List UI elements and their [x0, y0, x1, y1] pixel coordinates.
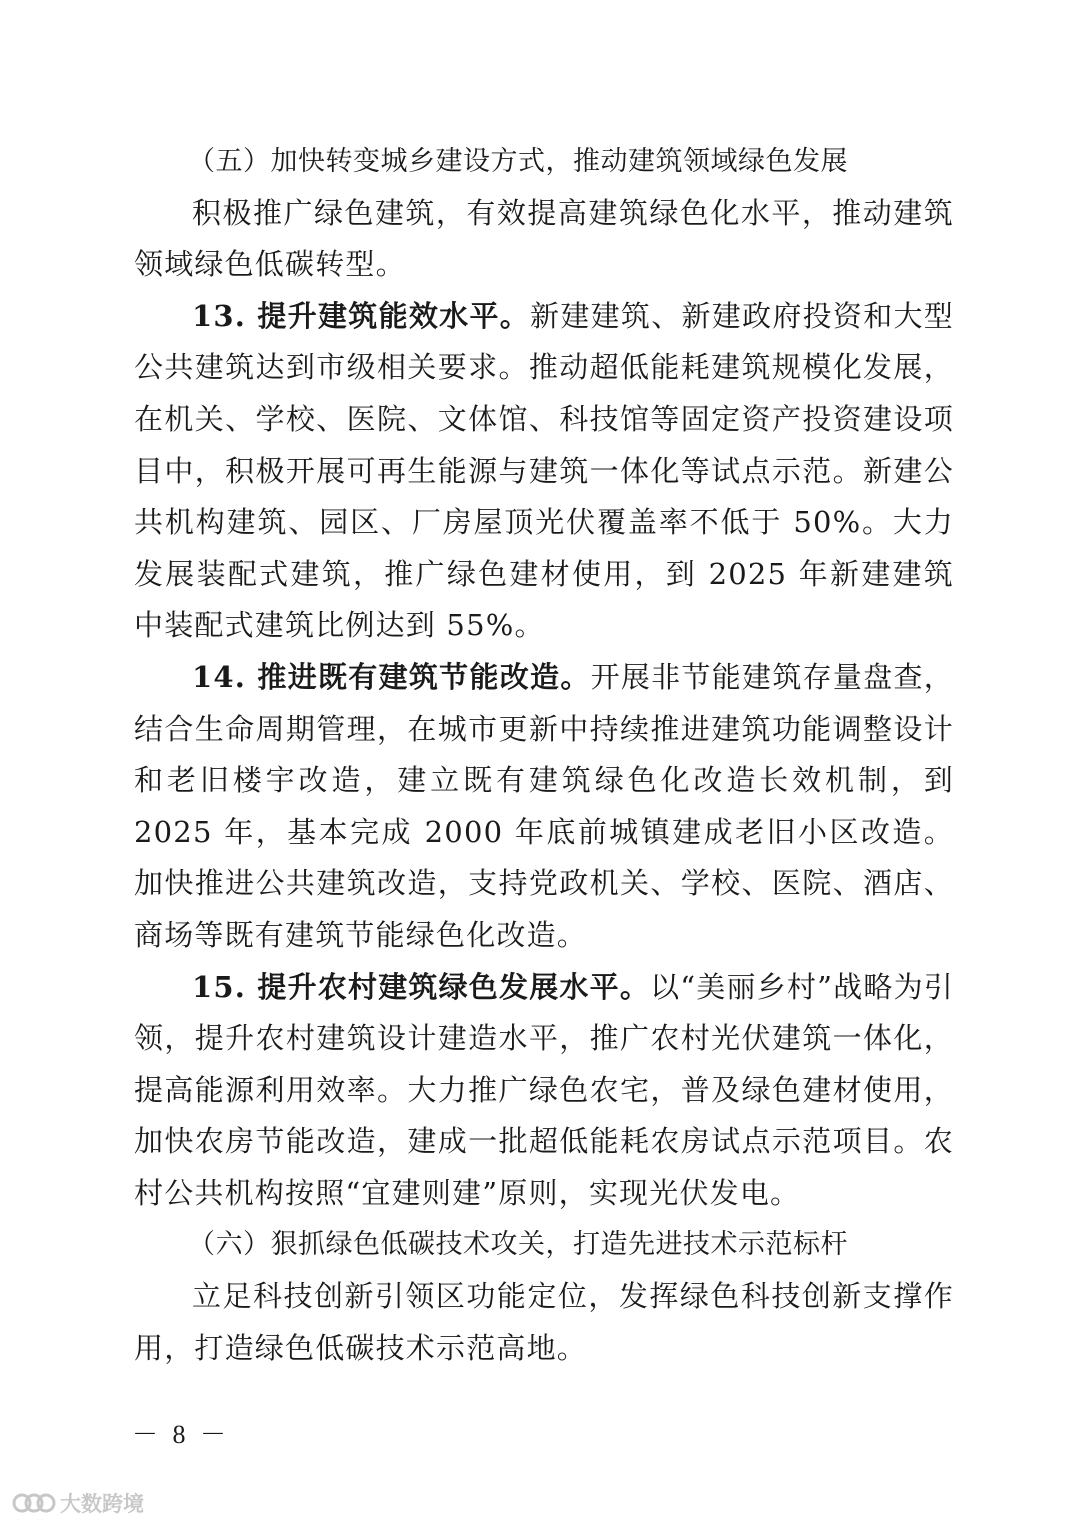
- item-13: [134, 291, 954, 652]
- watermark-text: 大数跨境: [60, 1492, 144, 1516]
- section-intro-5: 积极推广绿色建筑，有效提高建筑绿色化水平，推动建筑领域绿色低碳转型。: [134, 195, 954, 282]
- item-body: 新建建筑、新建政府投资和大型公共建筑达到市级相关要求。推动超低能耗建筑规模化发展，在机关、学校、医院、文体馆、科技馆等固定资产投资建设项目中，积极开展可再生能源与建筑一体化等试点示范。新建公共机构建筑、园区、厂房屋顶光伏覆盖率不低于 50%。大力发展装配式建筑，推广绿色建材使用，到 2025 年新建建筑中装配式建筑比例达到 55%。: [134, 298, 954, 643]
- item-14: [134, 652, 954, 962]
- item-body: 开展非节能建筑存量盘查，结合生命周期管理，在城市更新中持续推进建筑功能调整设计和老旧楼宇改造，建立既有建筑绿色化改造长效机制，到 2025 年，基本完成 2000 年底前城镇建成老旧小区改造。加快推进公共建筑改造，支持党政机关、学校、医院、酒店、商场等既有建筑节能绿色化改造。: [134, 659, 954, 952]
- section-heading-6: （六）狠抓绿色低碳技术攻关，打造先进技术示范标杆: [188, 1229, 848, 1261]
- item-15: [134, 962, 954, 1220]
- page-number: － 8 －: [132, 1420, 231, 1449]
- item-title: 15. 提升农村建筑绿色发展水平。: [192, 969, 651, 1004]
- watermark: [12, 1488, 144, 1518]
- section-intro-6: 立足科技创新引领区功能定位，发挥绿色科技创新支撑作用，打造绿色低碳技术示范高地。: [134, 1279, 954, 1365]
- section-heading-5: （五）加快转变城乡建设方式，推动建筑领域绿色发展: [188, 146, 848, 177]
- item-title: 13. 提升建筑能效水平。: [192, 298, 531, 333]
- document-page: [134, 136, 954, 1374]
- brand-logo-icon: [12, 1490, 56, 1516]
- item-title: 14. 推进既有建筑节能改造。: [192, 659, 591, 694]
- item-body: 以“美丽乡村”战略为引领，提升农村建筑设计建造水平，推广农村光伏建筑一体化，提高能源利用效率。大力推广绿色农宅，普及绿色建材使用，加快农房节能改造，建成一批超低能耗农房试点示范项目。农村公共机构按照“宜建则建”原则，实现光伏发电。: [134, 969, 954, 1210]
